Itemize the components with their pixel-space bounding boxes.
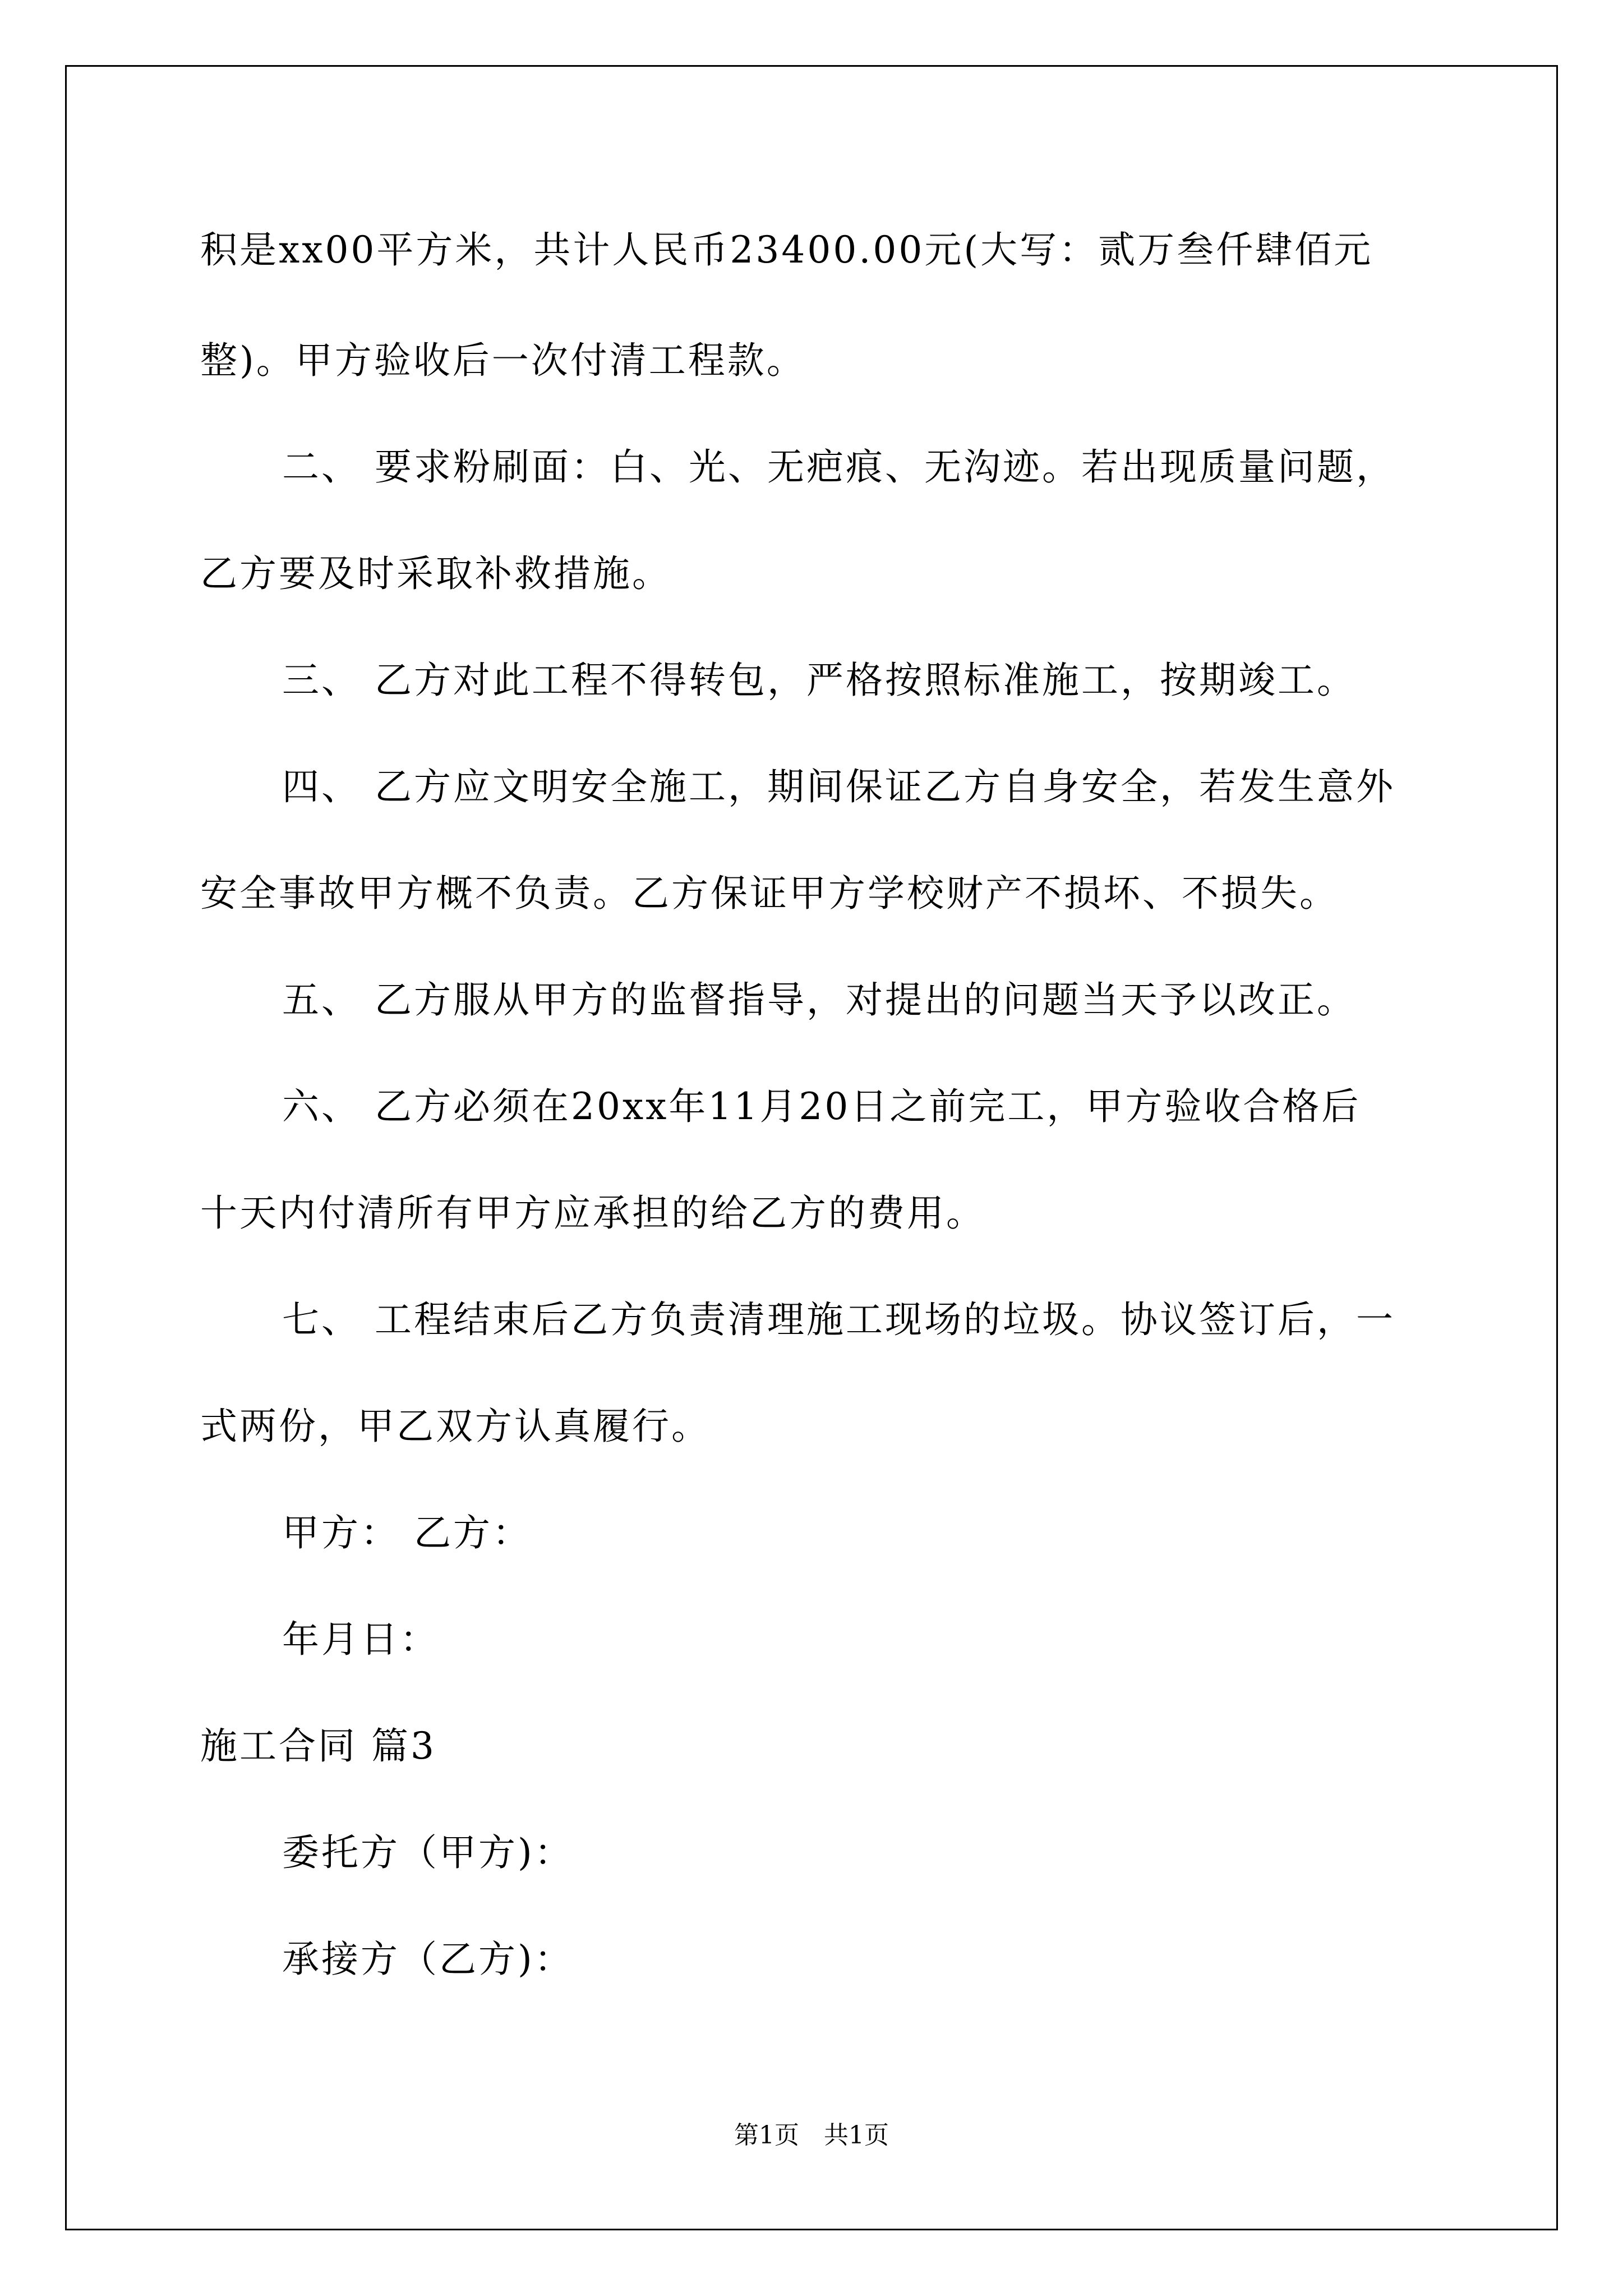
contractor-line: 承接方（乙方)： bbox=[282, 1938, 574, 1981]
clause-two: 二、 要求粉刷面：白、光、无疤痕、无沟迹。若出现质量问题， bbox=[282, 445, 1395, 489]
clause-seven: 七、 工程结束后乙方负责清理施工现场的垃圾。协议签订后，一 bbox=[282, 1298, 1395, 1341]
page-number: 第1页 共1页 bbox=[734, 2121, 889, 2150]
paragraph-line: 十天内付清所有甲方应承担的给乙方的费用。 bbox=[200, 1191, 985, 1235]
paragraph-line: 整)。甲方验收后一次付清工程款。 bbox=[200, 339, 806, 382]
page-border bbox=[65, 65, 1558, 2230]
paragraph-line: 式两份，甲乙双方认真履行。 bbox=[200, 1405, 711, 1448]
date-line: 年月日： bbox=[282, 1618, 439, 1661]
clause-four: 四、 乙方应文明安全施工，期间保证乙方自身安全，若发生意外 bbox=[282, 765, 1395, 808]
section-heading: 施工合同 篇3 bbox=[200, 1724, 436, 1768]
clause-five: 五、 乙方服从甲方的监督指导，对提出的问题当天予以改正。 bbox=[282, 978, 1356, 1022]
client-line: 委托方（甲方)： bbox=[282, 1831, 574, 1874]
paragraph-line: 乙方要及时采取补救措施。 bbox=[200, 552, 671, 595]
clause-three: 三、 乙方对此工程不得转包，严格按照标准施工，按期竣工。 bbox=[282, 659, 1356, 702]
paragraph-line: 安全事故甲方概不负责。乙方保证甲方学校财产不损坏、不损失。 bbox=[200, 872, 1339, 915]
clause-six: 六、 乙方必须在20xx年11月20日之前完工，甲方验收合格后 bbox=[282, 1085, 1361, 1128]
signature-line: 甲方： 乙方： bbox=[282, 1511, 532, 1554]
paragraph-line: 积是xx00平方米，共计人民币23400.00元(大写：贰万叁仟肆佰元 bbox=[200, 228, 1373, 272]
